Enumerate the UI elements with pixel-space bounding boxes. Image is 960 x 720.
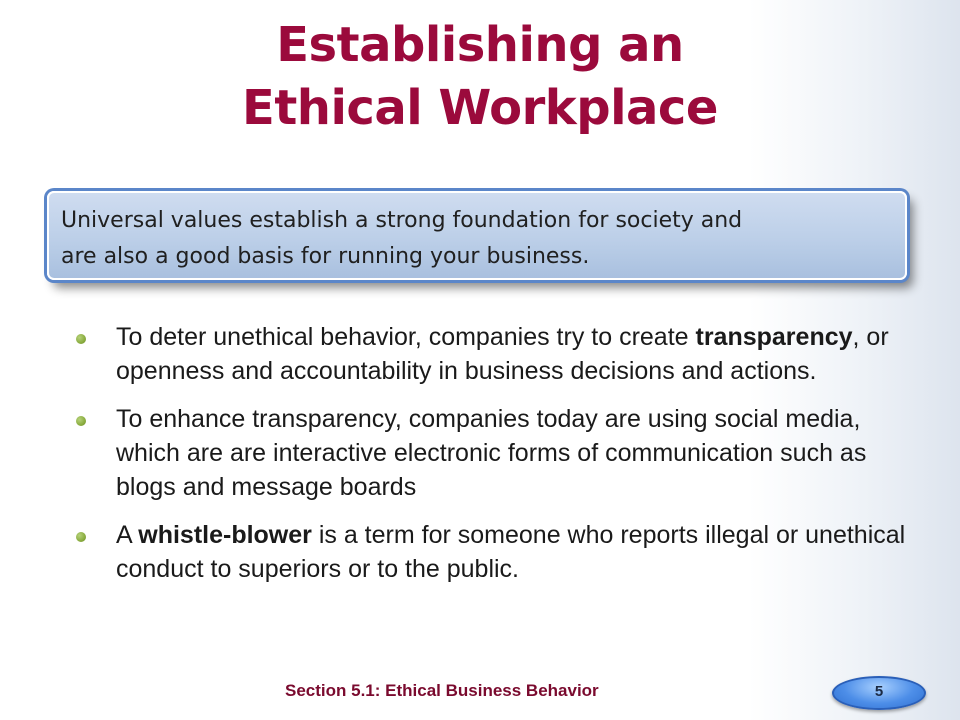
page-number-badge: 5 (832, 676, 926, 710)
slide-title-line-1: Establishing an (276, 17, 684, 73)
bullet-item-whistle-blower (76, 518, 916, 586)
bullet-dot-icon (76, 416, 86, 426)
bullet-text-post: is a term for someone who reports illegal or unethical conduct to superiors or to the public. (116, 521, 906, 583)
slide-title (60, 14, 900, 140)
bullet-text-bold: transparency (695, 323, 853, 351)
callout-line-1: Universal values establish a strong foundation for society and (61, 208, 743, 233)
callout-line-2: are also a good basis for running your business. (61, 244, 590, 269)
bullet-text-pre: To enhance transparency, companies today are using social media, which are are interactive electronic forms of communication such as blogs and message boards (116, 405, 867, 501)
bullet-item-social-media (76, 402, 916, 504)
bullet-item-transparency (76, 320, 916, 388)
bullet-dot-icon (76, 532, 86, 542)
callout-box (47, 191, 907, 280)
bullet-list (76, 320, 916, 600)
footer-section-label: Section 5.1: Ethical Business Behavior (285, 681, 599, 700)
bullet-dot-icon (76, 334, 86, 344)
bullet-text-pre: To deter unethical behavior, companies try to create (116, 323, 696, 351)
bullet-text-post: , or openness and accountability in business decisions and actions. (116, 323, 889, 385)
bullet-text-bold: whistle-blower (138, 521, 312, 549)
bullet-text-pre: A (116, 521, 139, 549)
slide-title-line-2: Ethical Workplace (242, 80, 718, 136)
